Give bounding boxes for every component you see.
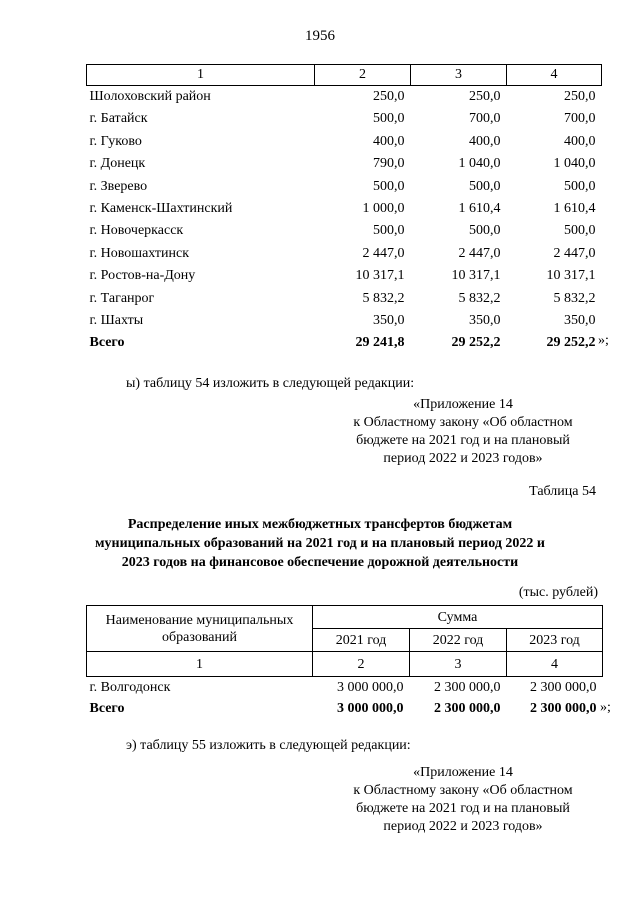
table-row — [87, 288, 602, 310]
table-row — [87, 108, 602, 130]
appendix-reference — [336, 764, 590, 836]
total-label: Всего — [89, 701, 125, 716]
total-2021: 29 241,8 — [355, 335, 405, 351]
value-2022: 1 610,4 — [458, 201, 501, 217]
column-header-name: Наименование муниципальных образований — [87, 606, 313, 652]
value-2022: 400,0 — [469, 133, 501, 149]
table-title — [80, 515, 560, 572]
value-2023: 500,0 — [564, 223, 596, 239]
value-2023: 350,0 — [564, 313, 596, 329]
table-row — [87, 310, 602, 332]
appendix-line: «Приложение 14 — [413, 397, 513, 412]
value-2021: 10 317,1 — [355, 268, 405, 284]
appendix-line: к Областному закону «Об областном — [353, 783, 573, 798]
value-2022: 1 040,0 — [458, 156, 501, 172]
table-row — [87, 265, 602, 287]
table-row — [87, 86, 602, 109]
value-2021: 400,0 — [373, 133, 405, 149]
municipality-name: г. Новочеркасск — [89, 223, 184, 239]
closing-quote-tail: »; — [600, 700, 611, 715]
amendment-paragraph-e: э) таблицу 55 изложить в следующей редакции: — [126, 738, 411, 753]
total-row — [87, 698, 603, 719]
road-funding-table — [86, 605, 603, 719]
table-row — [87, 677, 603, 699]
value-2023: 5 832,2 — [553, 290, 596, 306]
title-line: муниципальных образований на 2021 год и на плановый период 2022 и — [95, 536, 545, 551]
value-2023: 2 300 000,0 — [530, 680, 597, 695]
value-2021: 250,0 — [373, 89, 405, 104]
column-number: 4 — [507, 652, 603, 677]
appendix-line: «Приложение 14 — [413, 765, 513, 780]
total-2022: 2 300 000,0 — [434, 701, 501, 716]
appendix-line: к Областному закону «Об областном — [353, 415, 573, 430]
column-header-year: 2021 год — [313, 629, 410, 652]
municipality-name: г. Ростов-на-Дону — [89, 268, 196, 284]
column-number: 2 — [315, 65, 411, 86]
column-numbers-row — [87, 652, 603, 677]
transfers-table-continued — [86, 64, 602, 355]
value-2022: 10 317,1 — [451, 268, 501, 284]
municipality-name: г. Донецк — [89, 156, 146, 172]
column-header-sum: Сумма — [313, 606, 603, 629]
municipality-name: г. Каменск-Шахтинский — [89, 201, 233, 217]
table-header-row — [87, 65, 602, 86]
total-2021: 3 000 000,0 — [337, 701, 404, 716]
municipality-name: г. Шахты — [89, 313, 144, 329]
column-header-year: 2023 год — [507, 629, 603, 652]
total-2023: 2 300 000,0 — [530, 701, 597, 716]
value-2022: 350,0 — [469, 313, 501, 329]
closing-quote-tail: »; — [598, 333, 609, 348]
value-2023: 700,0 — [564, 111, 596, 127]
amendment-paragraph-y: ы) таблицу 54 изложить в следующей редакции: — [126, 376, 415, 391]
value-2023: 1 610,4 — [553, 201, 596, 217]
municipality-name: г. Волгодонск — [89, 680, 171, 695]
column-number: 2 — [313, 652, 410, 677]
value-2021: 2 447,0 — [362, 245, 405, 261]
total-row — [87, 332, 602, 354]
value-2021: 500,0 — [373, 223, 405, 239]
page-number: 1956 — [305, 28, 335, 44]
value-2023: 2 447,0 — [553, 245, 596, 261]
table-label: Таблица 54 — [529, 484, 596, 499]
municipality-name: г. Батайск — [89, 111, 148, 127]
total-2023: 29 252,2 — [546, 335, 596, 351]
table-row — [87, 176, 602, 198]
municipality-name: г. Новошахтинск — [89, 245, 190, 261]
municipality-name: г. Таганрог — [89, 290, 155, 306]
table-row — [87, 220, 602, 242]
column-number: 3 — [411, 65, 507, 86]
appendix-line: бюджете на 2021 год и на плановый — [356, 801, 570, 816]
title-line: Распределение иных межбюджетных трансфертов бюджетам — [127, 517, 513, 532]
column-number: 1 — [87, 652, 313, 677]
value-2022: 5 832,2 — [458, 290, 501, 306]
table-row — [87, 243, 602, 265]
value-2023: 10 317,1 — [546, 268, 596, 284]
value-2021: 350,0 — [373, 313, 405, 329]
value-2023: 400,0 — [564, 133, 596, 149]
total-label: Всего — [89, 335, 125, 351]
value-2022: 500,0 — [469, 178, 501, 194]
value-2022: 250,0 — [469, 89, 501, 104]
column-number: 3 — [410, 652, 507, 677]
value-2021: 500,0 — [373, 178, 405, 194]
title-line: 2023 годов на финансовое обеспечение дорожной деятельности — [121, 555, 519, 570]
units-note: (тыс. рублей) — [518, 585, 598, 600]
value-2023: 500,0 — [564, 178, 596, 194]
municipality-name: г. Гуково — [89, 133, 142, 149]
total-2022: 29 252,2 — [451, 335, 501, 351]
appendix-line: период 2022 и 2023 годов» — [383, 451, 543, 466]
municipality-name: г. Зверево — [89, 178, 148, 194]
value-2022: 2 300 000,0 — [434, 680, 501, 695]
table-row — [87, 198, 602, 220]
table-row — [87, 131, 602, 153]
appendix-line: период 2022 и 2023 годов» — [383, 819, 543, 834]
column-number: 1 — [87, 65, 315, 86]
value-2021: 790,0 — [373, 156, 405, 172]
value-2021: 5 832,2 — [362, 290, 405, 306]
value-2021: 500,0 — [373, 111, 405, 127]
table-header-row — [87, 606, 603, 629]
table-row — [87, 153, 602, 175]
value-2023: 1 040,0 — [553, 156, 596, 172]
value-2021: 1 000,0 — [362, 201, 405, 217]
appendix-line: бюджете на 2021 год и на плановый — [356, 433, 570, 448]
column-number: 4 — [507, 65, 602, 86]
value-2021: 3 000 000,0 — [337, 680, 404, 695]
value-2022: 500,0 — [469, 223, 501, 239]
value-2022: 2 447,0 — [458, 245, 501, 261]
column-header-year: 2022 год — [410, 629, 507, 652]
value-2023: 250,0 — [564, 89, 596, 104]
value-2022: 700,0 — [469, 111, 501, 127]
municipality-name: Шолоховский район — [89, 89, 211, 104]
appendix-reference — [336, 396, 590, 468]
